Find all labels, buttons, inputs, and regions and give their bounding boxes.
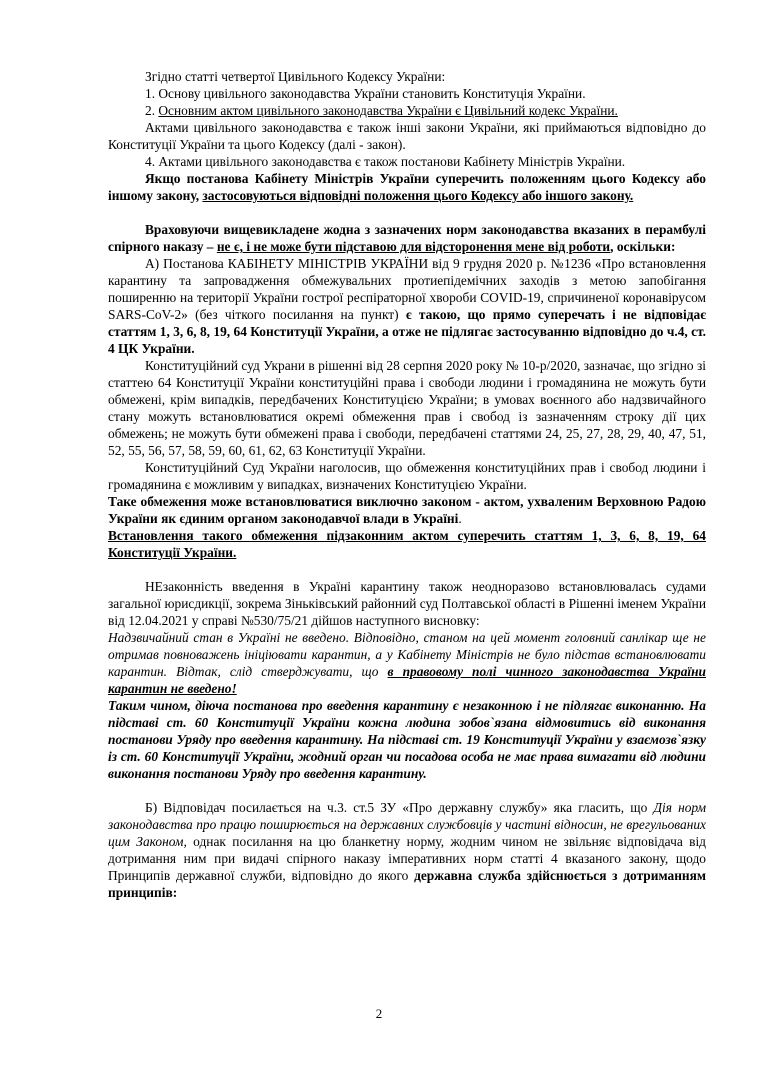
section-b-text: Б) Відповідач посилається на ч.3. ст.5 ЗУ «Про державну службу» яка гласить, що [145,800,654,815]
spacer [108,204,706,221]
paragraph-court-quote-conclusion: Таким чином, діюча постанова про введення карантину є незаконною і не підлягає виконанню. На підставі ст. 60 Конституції України кожна людина зобов`язана відмовитись від виконання постанови Уряду про введення карантину. На підставі ст. 19 Конституції України у взаємозв`язку із ст. 60 Конституції України, жодний орган чи посадова особа не має права вимагати від людини виконання постанови Уряду про введення карантину. [108,698,706,781]
page-number: 2 [375,1006,383,1021]
paragraph-civil-code-intro: Згідно статті четвертої Цивільного Кодексу України: [145,69,446,84]
paragraph-section-a [108,255,706,357]
item-2-underlined-text: Основним актом цивільного законодавства України є Цивільний кодекс України. [158,103,618,118]
conflict-text: Якщо постанова Кабінету Міністрів України суперечить положенням цього Кодексу або іншому закону, [108,171,706,203]
paragraph-restriction-by-law [108,493,706,527]
paragraph-court-practice: НЕзаконність введення в Україні карантину також неодноразово встановлювалась судами загальної юрисдикції, зокрема Зіньківський районний суд Полтавської області в Рішенні іменем України від 12.04.2021 у справі №530/75/21 дійшов наступного висновку: [108,579,706,628]
conclusion-underlined-text: не є, і не може бути підставою для відсторонення мене від роботи [216,239,611,254]
section-b-bold-end: державна служба здійснюється з дотриманням принципів: [108,868,706,900]
section-b-text-cont: однак посилання на цю бланкетну норму, жодним чином не звільняє відповідача від дотримання ним при видачі спірного наказу імперативних норм статті 4 вказаного закону, щодо Принципів державної служби, відповідно до якого [108,834,706,883]
paragraph-court-quote [108,629,706,697]
paragraph-item-1: 1. Основу цивільного законодавства України становить Конституція України. [145,86,586,101]
paragraph-constitutional-court-decision: Конституційний суд Укрaни в рішенні від 28 серпня 2020 року № 10-р/2020, зазначає, що згідно зі статтею 64 Конституції України конституційні права і свободи людини і громадянина не можуть бути обмежені, крім випадків, передбачених Конституцією України; в умовах воєнного або надзвичайного стану можуть встановлюватися окремі обмеження прав і свобод із зазначенням строку дії цих обмежень; не можуть бути обмежені права і свободи, передбачені статтями 24, 25, 27, 28, 29, 40, 47, 51, 52, 55, 56, 57, 58, 59, 60, 61, 62, 63 Конституції України. [108,358,706,458]
item-2-number: 2. [145,103,159,118]
paragraph-item-4: 4. Актами цивільного законодавства є також постанови Кабінету Міністрів України. [145,154,626,169]
section-a-bold-text: є такою, що прямо суперечать і не відповідає статтям 1, 3, 6, 8, 19, 64 Конституції України, а отже не підлягає застосуванню відповідно до ч.4, ст. 4 ЦК України. [108,307,706,356]
restriction-bold-text: Таке обмеження може встановлюватися виключно законом - актом, ухваленим Верховною Радою України як єдиним органом законодавчої влади в Україні [108,494,706,526]
paragraph-item-3: Актами цивільного законодавства є також інші закони України, які приймаються відповідно до Конституції України та цього Кодексу (далі - закон). [108,120,706,152]
conclusion-text: Враховуючи вищевикладене жодна з зазначених норм законодавства вказаних в перамбулі спірного наказу – [108,222,706,254]
court-quote-text: Надзвичайний стан в Україні не введено. Відповідно, станом на цей момент головний санлікар ще не отримав повноважень ініціювати карантин, а у Кабінету Міністрів не було підстав встановлювати карантин. Відтак, слід стверджувати, що [108,630,706,679]
paragraph-conclusion [108,221,706,255]
paragraph-item-2 [108,102,706,119]
paragraph-bylaw-contradiction: Встановлення такого обмеження підзаконним актом суперечить статтям 1, 3, 6, 8, 19, 64 Конституції України. [108,528,706,560]
paragraph-constitutional-court-emphasis: Конституційний Суд України наголосив, що обмеження конституційних прав і свобод людини і громадянина є можливим у випадках, визначених Конституцією України. [108,460,706,492]
section-a-text: А) Постанова КАБІНЕТУ МІНІСТРІВ УКРАЇНИ від 9 грудня 2020 р. №1236 «Про встановлення карантину та запровадження обмежувальних протиепідемічних заходів з метою запобігання поширенню на території України гострої респіраторної хвороби COVID-19, спричиненої коронавірусом SARS-CoV-2» (без чіткого посилання на пункт) [108,256,706,322]
court-quote-emphasis: в правовому полі чинного законодавства України карантин не введено! [108,664,706,696]
paragraph-section-b [108,799,706,901]
section-b-italic-quote: Дія норм законодавства про працю поширюється на державних службовців у частині відносин, не врегульованих цим Законом, [108,800,706,849]
spacer [108,782,706,799]
conclusion-end: , оскільки: [610,239,676,254]
conflict-underlined-text: застосовуються відповідні положення цього Кодексу або іншого закону. [202,188,634,203]
spacer [108,561,706,578]
paragraph-cabinet-resolution-conflict [108,170,706,204]
restriction-period: . [458,511,462,526]
